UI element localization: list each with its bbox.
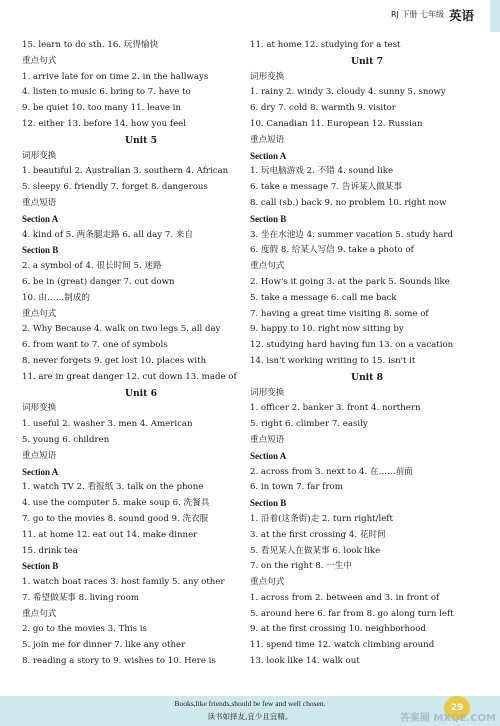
answer-line: 11. spend time 12. watch climbing around: [250, 640, 435, 651]
section-heading: 重点短语: [22, 197, 57, 208]
answer-line: 6. in town 7. far from: [250, 482, 343, 493]
section-heading: 重点句式: [22, 608, 57, 619]
answer-line: 10. Canadian 11. European 12. Russian: [250, 118, 423, 129]
header-tab: [490, 0, 500, 32]
answer-line: 6. dry 7. cold 8. warmth 9. visitor: [250, 103, 396, 114]
answer-line: 3. 坐在水池边 4. summer vacation 5. study hard: [250, 229, 453, 240]
section-heading: 重点短语: [250, 434, 285, 445]
section-heading: 重点短语: [250, 134, 285, 145]
section-heading: 词形变换: [250, 387, 285, 398]
answer-line: 5. right 6. climber 7. easily: [250, 419, 368, 430]
answer-line: 15. learn to do sth. 16. 玩得愉快: [22, 40, 159, 50]
answer-line: 12. studying hard having fun 13. on a vacation: [250, 340, 454, 351]
unit-title: Unit 5: [124, 134, 158, 146]
section-label: Section B: [250, 213, 287, 224]
answer-line: 14. isn't working writing to 15. isn't it: [250, 355, 416, 366]
answer-line: 1. rainy 2. windy 3. cloudy 4. sunny 5. snowy: [250, 87, 446, 98]
section-heading: 词形变换: [22, 403, 57, 414]
answer-line: 11. are in great danger 12. cut down 13. made of: [22, 371, 237, 382]
answer-line: 1. useful 2. washer 3. men 4. American: [22, 419, 193, 430]
answer-line: 11. at home 12. studying for a test: [250, 40, 401, 50]
answer-line: 1. watch boat races 3. host family 5. any other: [22, 577, 225, 588]
answer-line: 9. happy to 10. right now sitting by: [250, 324, 404, 335]
answer-line: 6. 度假 8. 给某人写信 9. take a photo of: [250, 245, 414, 256]
answer-line: 6. take a message 7. 告诉某人做某事: [250, 182, 402, 193]
answer-line: 1. watch TV 2. 看报纸 3. talk on the phone: [22, 482, 204, 493]
answer-line: 7. 希望做某事 8. living room: [22, 592, 140, 603]
section-heading: 重点句式: [22, 55, 57, 66]
answer-line: 8. call (sb.) back 9. no problem 10. right now: [250, 197, 447, 208]
answer-line: 7. go to the movies 8. sound good 9. 洗衣服: [22, 513, 209, 524]
quote-english: Books,like friends,should be few and well chosen.: [174, 699, 326, 708]
answer-line: 5. join me for dinner 7. like any other: [22, 640, 186, 651]
answer-line: 1. arrive late for on time 2. in the hallways: [22, 71, 209, 82]
section-label: Section A: [250, 450, 287, 461]
quote-chinese: 读书如择友,宜少且宜精。: [207, 712, 293, 721]
answer-line: 6. from want to 7. one of symbols: [22, 340, 168, 351]
answer-line: 10. 由……制成的: [22, 292, 90, 303]
answer-line: 11. at home 12. eat out 14. make dinner: [22, 529, 198, 540]
unit-title: Unit 6: [124, 387, 158, 399]
page-number: 29: [444, 696, 470, 720]
section-label: Section B: [250, 498, 287, 509]
answer-line: 12. either 13. before 14. how you feel: [22, 118, 187, 129]
answer-line: 2. How's it going 3. at the park 5. Sounds like: [250, 276, 450, 287]
answer-line: 4. use the computer 5. make soup 6. 洗餐具: [22, 498, 210, 509]
answer-line: 1. 玩电脑游戏 2. 不错 4. sound like: [250, 166, 394, 177]
answer-line: 1. across from 2. between and 3. in front of: [250, 592, 440, 603]
answer-line: 8. reading a story to 9. wishes to 10. Here is: [22, 656, 216, 667]
answer-line: 1. officer 2. banker 3. front 4. northern: [250, 403, 421, 414]
answer-line: 8. never forgets 9. get lost 10. places with: [22, 355, 207, 366]
section-heading: 重点句式: [22, 308, 57, 319]
watermark-logo: 答案圈 MXQE.COM: [399, 713, 496, 724]
unit-title: Unit 8: [350, 371, 384, 383]
answer-line: 7. on the right 8. 一生中: [250, 561, 352, 572]
answer-line: 1. 沿着(这条街)走 2. turn right/left: [250, 513, 393, 524]
answer-line: 6. be in (great) danger 7. cut down: [22, 276, 175, 287]
section-label: Section B: [22, 245, 59, 256]
answer-line: 5. take a message 6. call me back: [250, 292, 397, 303]
answer-line: 2. a symbol of 4. 很长时间 5. 迷路: [22, 261, 162, 272]
section-label: Section A: [250, 150, 287, 161]
unit-title: Unit 7: [350, 55, 384, 67]
left-column: [22, 38, 260, 670]
section-heading: 重点句式: [250, 261, 285, 272]
page-header: [250, 0, 500, 34]
book-meta: RJ 下册 七年级: [390, 10, 444, 19]
section-heading: 重点句式: [250, 577, 285, 588]
answer-line: 15. drink tea: [22, 545, 78, 556]
answer-line: 2. Why Because 4. walk on two legs 5. all day: [22, 324, 221, 335]
answer-line: 4. kind of 5. 两条腿走路 6. all day 7. 来自: [22, 229, 193, 240]
right-column: [250, 38, 484, 670]
answer-line: 9. at the first crossing 10. neighborhood: [250, 624, 426, 635]
subject-title: 英语: [448, 8, 474, 23]
answer-line: 2. go to the movies 3. This is: [22, 624, 147, 635]
answer-line: 5. 看见某人在做某事 6. look like: [250, 545, 381, 556]
answer-line: 5. sleepy 6. friendly 7. forget 8. dangerous: [22, 182, 208, 193]
answer-line: 1. beautiful 2. Australian 3. southern 4. African: [22, 166, 229, 177]
section-label: Section B: [22, 561, 59, 572]
answer-line: 7. having a great time visiting 8. some of: [250, 308, 429, 319]
section-label: Section A: [22, 213, 59, 224]
section-heading: 词形变换: [250, 71, 285, 82]
answer-line: 5. around here 6. far from 8. go along turn left: [250, 608, 454, 619]
section-heading: 词形变换: [22, 150, 57, 161]
section-heading: 重点短语: [22, 450, 57, 461]
answer-line: 2. across from 3. next to 4. 在……前面: [250, 466, 413, 477]
answer-line: 4. listen to music 6. bring to 7. have to: [22, 87, 191, 98]
section-label: Section A: [22, 466, 59, 477]
answer-line: 5. young 6. children: [22, 434, 110, 445]
answer-line: 13. look like 14. walk out: [250, 656, 360, 667]
answer-line: 9. be quiet 10. too many 11. leave in: [22, 103, 181, 114]
answer-line: 3. at the first crossing 4. 花时间: [250, 529, 386, 540]
